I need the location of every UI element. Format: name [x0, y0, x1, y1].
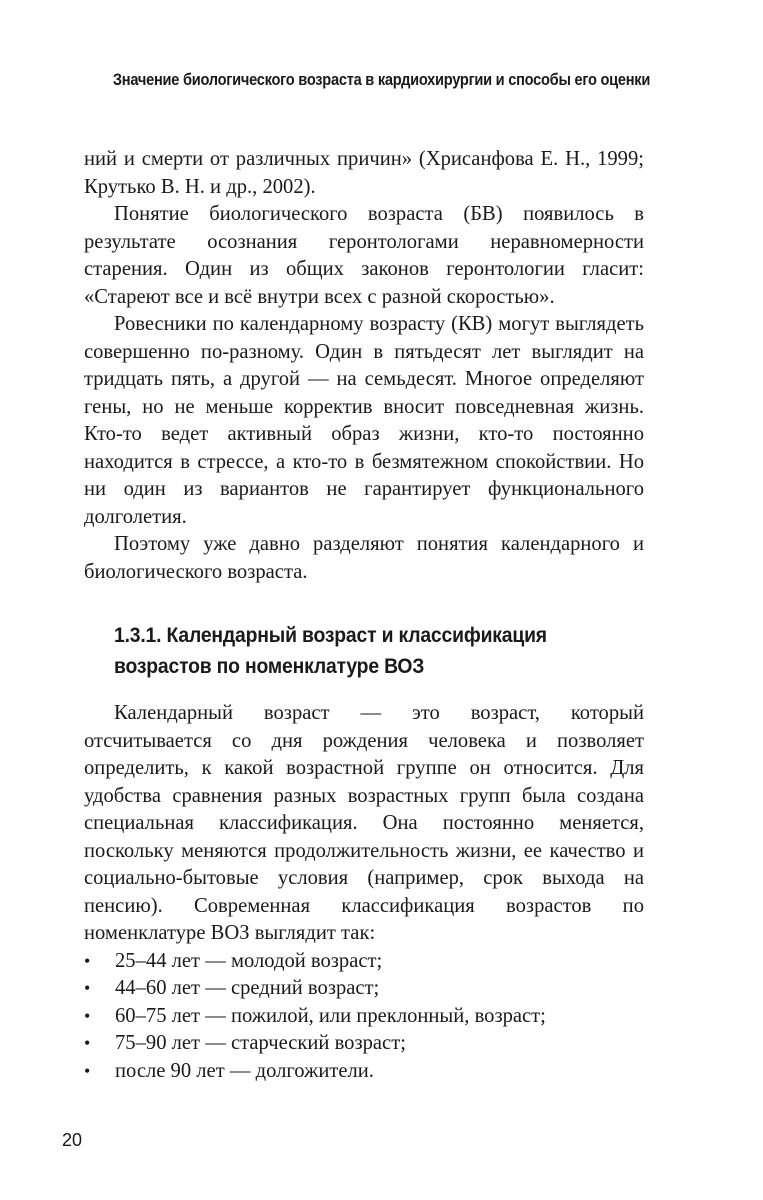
list-item	[84, 1030, 644, 1058]
section-paragraph: Календарный возраст — это возраст, который отсчитывается со дня рождения человека и позволяет определить, к какой возрастной группе он относится. Для удобства сравнения разных возрастных групп была создана специальная классификация. Она постоянно меняется, поскольку меняются продолжительность жизни, ее качество и социально-бытовые условия (например, срок выхода на пенсию). Современная классификация возрастов по номенклатуре ВОЗ выглядит так:	[84, 702, 644, 944]
main-text	[84, 146, 644, 1085]
running-head: Значение биологического возраста в кардиохирургии и способы его оценки	[112, 70, 651, 89]
list-item	[84, 975, 644, 1003]
bullet-icon: •	[84, 1005, 91, 1026]
section-heading-line: возрастов по номенклатуре ВОЗ	[114, 654, 425, 678]
paragraph-continuation: ний и смерти от различных причин» (Хрисанфова Е. Н., 1999; Крутько В. Н. и др., 2002).	[84, 148, 644, 198]
age-classification-list	[84, 948, 644, 1086]
paragraph: Поэтому уже давно разделяют понятия календарного и биологического возраста.	[84, 533, 644, 583]
list-item-text: 25–44 лет — молодой возраст;	[115, 949, 383, 972]
list-item	[84, 1058, 644, 1086]
paragraph: Понятие биологического возраста (БВ) появилось в результате осознания геронтологами неравномерности старения. Один из общих законов геронтологии гласит: «Стареют все и всё внутри всех с разной скоростью».	[84, 203, 644, 308]
list-item-text: 44–60 лет — средний возраст;	[115, 977, 380, 999]
bullet-icon: •	[84, 950, 91, 971]
list-item-text: 75–90 лет — старческий возраст;	[115, 1032, 406, 1054]
section-heading-line: 1.3.1. Календарный возраст и классификация	[114, 623, 547, 647]
bullet-icon: •	[84, 978, 91, 998]
list-item	[84, 1003, 644, 1031]
bullet-icon: •	[84, 1033, 91, 1053]
paragraph: Ровесники по календарному возрасту (КВ) могут выглядеть совершенно по-разному. Один в пятьдесят лет выглядит на тридцать пять, а другой — на семьдесят. Многое определяют гены, но не меньше корректив вносит повседневная жизнь. Кто-то ведет активный образ жизни, кто-то постоянно находится в стрессе, а кто-то в безмятежном спокойствии. Но ни один из вариантов не гарантирует функционального долголетия.	[84, 313, 644, 528]
page-number: 20	[62, 1130, 83, 1150]
list-item-text: 60–75 лет — пожилой, или преклонный, возраст;	[115, 1004, 546, 1027]
bullet-icon: •	[84, 1060, 91, 1081]
list-item	[84, 948, 644, 976]
list-item-text: после 90 лет — долгожители.	[115, 1059, 374, 1082]
section-heading	[114, 620, 672, 682]
